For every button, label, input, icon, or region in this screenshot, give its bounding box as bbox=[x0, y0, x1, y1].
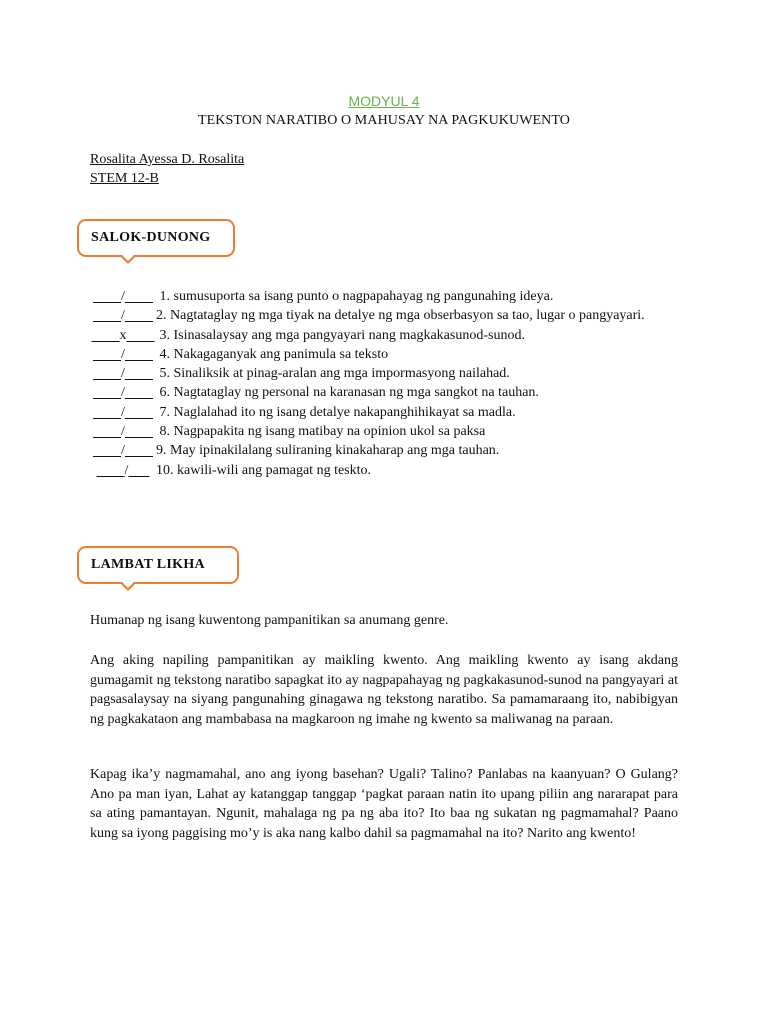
answer-blank bbox=[90, 441, 156, 460]
answer-blank bbox=[90, 287, 156, 306]
student-name: Rosalita Ayessa D. Rosalita bbox=[90, 152, 245, 167]
list-item bbox=[90, 345, 690, 364]
salok-dunong-heading: SALOK-DUNONG bbox=[91, 230, 211, 245]
module-title: MODYUL 4 bbox=[348, 93, 420, 109]
salok-dunong-list bbox=[90, 287, 690, 480]
answer-blank bbox=[90, 306, 156, 325]
answer-mark: / bbox=[121, 289, 125, 304]
list-item bbox=[90, 326, 690, 345]
student-section: STEM 12-B bbox=[90, 171, 159, 186]
answer-mark: / bbox=[121, 385, 125, 401]
list-item bbox=[90, 306, 690, 325]
item-text: 9. May ipinakilalang suliraning kinakaharap ang mga tauhan. bbox=[156, 443, 500, 459]
answer-blank bbox=[90, 383, 156, 402]
item-text: 6. Nagtataglay ng personal na karanasan ng mga sangkot na tauhan. bbox=[159, 385, 539, 401]
document-title: TEKSTON NARATIBO O MAHUSAY NA PAGKUKUWENTO bbox=[198, 113, 570, 128]
lambat-likha-callout bbox=[77, 546, 239, 584]
item-text: 10. kawili-wili ang pamagat ng teskto. bbox=[156, 462, 372, 478]
list-item bbox=[90, 461, 690, 480]
item-text: 5. Sinaliksik at pinag-aralan ang mga impormasyong nailahad. bbox=[159, 366, 510, 382]
answer-blank bbox=[90, 326, 156, 345]
list-item bbox=[90, 383, 690, 402]
list-item bbox=[90, 441, 690, 460]
item-text: 1. sumusuporta sa isang punto o nagpapahayag ng pangunahing ideya. bbox=[159, 289, 554, 304]
paragraph-1: Ang aking napiling pampanitikan ay maikling kwento. Ang maikling kwento ay isang akdang gumagamit ng tekstong naratibo sapagkat ito ay nagpapahayag ng pagkakasunod-sunod na pangyayari at pagsasalaysay na siyang pangunahing ginagawa ng tekstong naratibo. Sa pamamaraang ito, nabibigyan ng pagkakataon ang mambabasa na magkaroon ng imahe ng kwento sa maliwanag na paraan. bbox=[90, 653, 678, 727]
answer-mark: x bbox=[119, 327, 127, 343]
answer-mark: / bbox=[121, 346, 125, 362]
item-text: 4. Nakagaganyak ang panimula sa teksto bbox=[159, 346, 389, 362]
item-text: 3. Isinasalaysay ang mga pangyayari nang magkakasunod-sunod. bbox=[159, 327, 525, 343]
answer-blank bbox=[90, 345, 156, 364]
item-text: 7. Naglalahad ito ng isang detalye nakapanghihikayat sa madla. bbox=[159, 404, 516, 420]
paragraph-2: Kapag ika’y nagmamahal, ano ang iyong basehan? Ugali? Talino? Panlabas na kaanyuan? O Gulang? Ano pa man iyan, Lahat ay katanggap tanggap ‘pagkat paraan natin ito upang piliin ang nararapat para sa ating pamantayan. Ngunit, mahalaga ng pa ng aba ito? Ito baa ng sukatan ng pagmamahal? Paano kung sa iyong paggising mo’y is aka nang kalbo dahil sa pagmamahal na ito? Narito ang kwento! bbox=[90, 767, 678, 841]
answer-mark: / bbox=[121, 308, 125, 324]
list-item bbox=[90, 287, 690, 306]
answer-blank bbox=[90, 461, 156, 480]
answer-mark: / bbox=[121, 366, 125, 382]
item-text: 8. Nagpapakita ng isang matibay na opinion ukol sa paksa bbox=[159, 424, 486, 440]
answer-mark: / bbox=[124, 462, 129, 478]
lambat-likha-prompt: Humanap ng isang kuwentong pampanitikan sa anumang genre. bbox=[90, 613, 449, 628]
salok-dunong-callout bbox=[77, 219, 235, 257]
lambat-likha-heading: LAMBAT LIKHA bbox=[91, 557, 205, 572]
answer-mark: / bbox=[121, 424, 125, 440]
answer-mark: / bbox=[121, 404, 125, 420]
answer-blank bbox=[90, 364, 156, 383]
answer-mark: / bbox=[121, 443, 125, 459]
answer-blank bbox=[90, 403, 156, 422]
list-item bbox=[90, 422, 690, 441]
list-item bbox=[90, 403, 690, 422]
list-item bbox=[90, 364, 690, 383]
item-text: 2. Nagtataglay ng mga tiyak na detalye ng mga obserbasyon sa tao, lugar o pangyayari. bbox=[156, 308, 645, 324]
answer-blank bbox=[90, 422, 156, 441]
